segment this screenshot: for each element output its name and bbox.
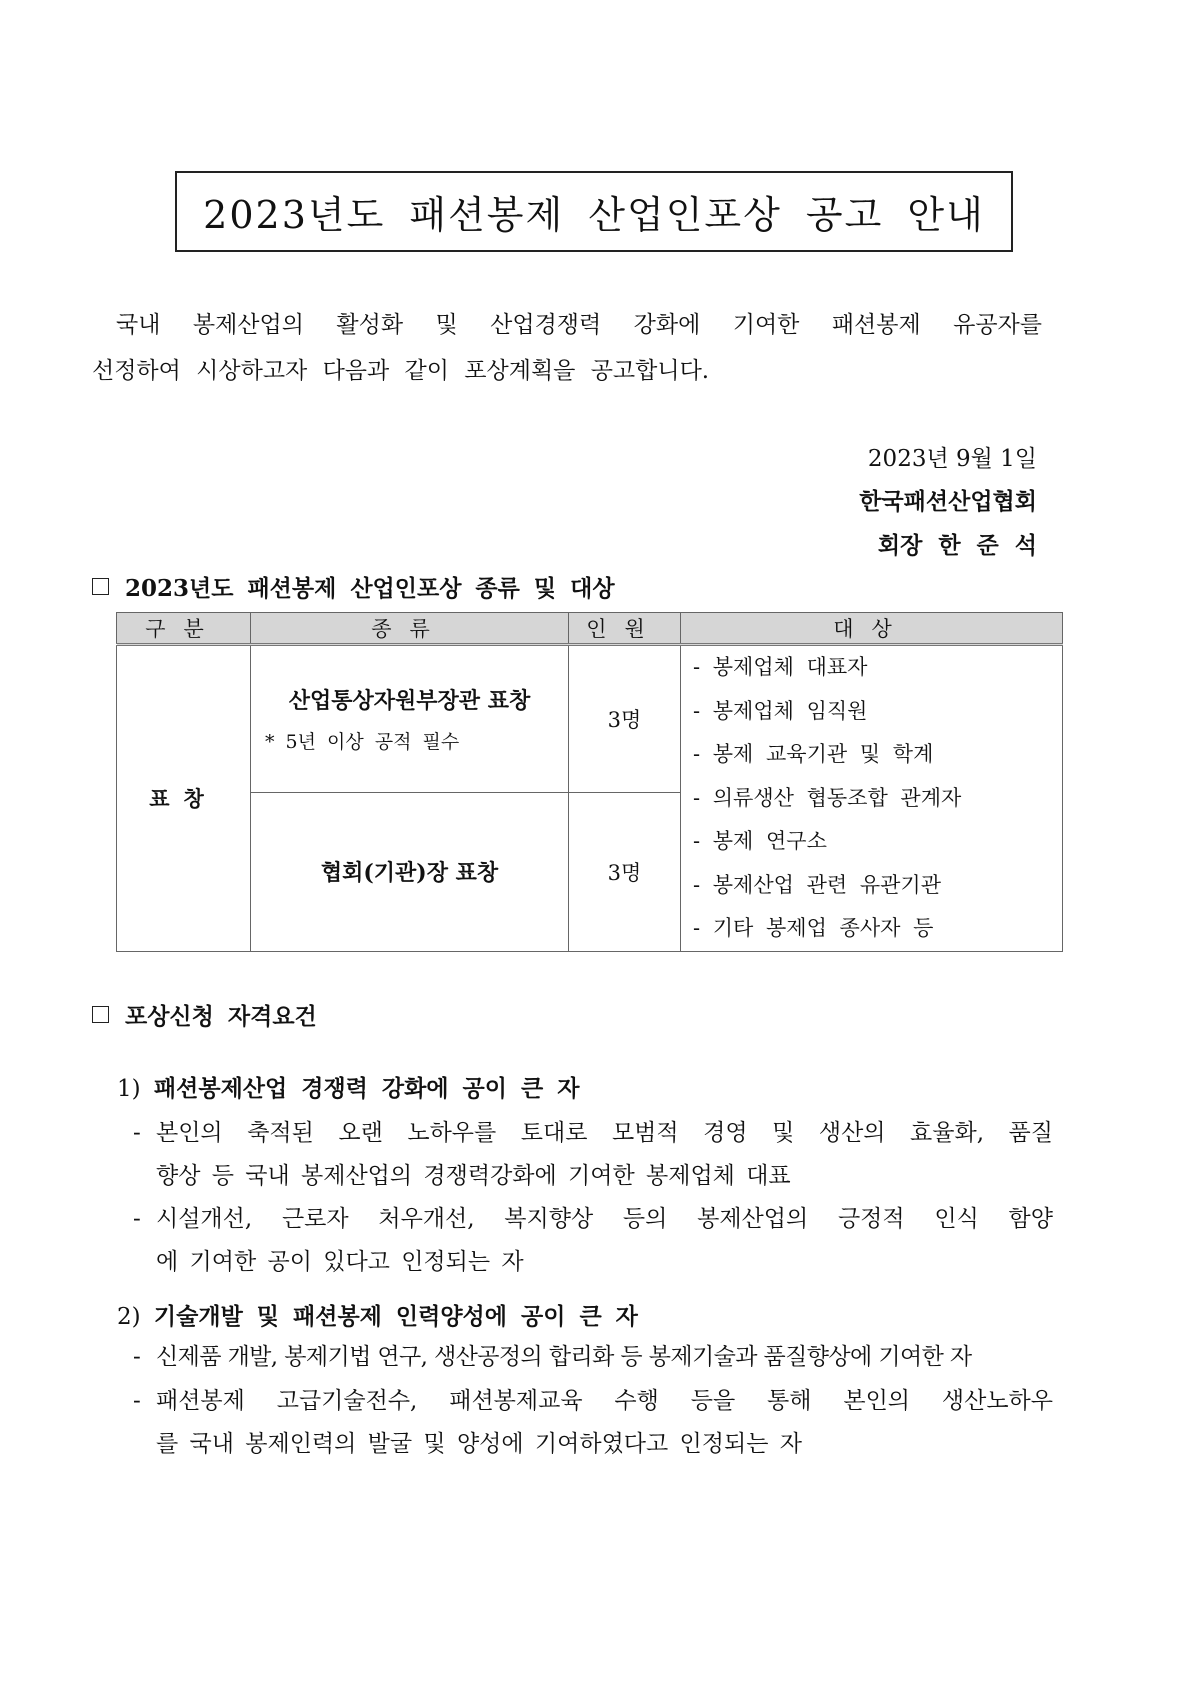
page-title [175,171,1013,252]
section-heading-text: 2023년도 패션봉제 산업인포상 종류 및 대상 [125,575,615,602]
target-item: - 봉제산업 관련 유관기관 [693,872,941,897]
target-item: - 기타 봉제업 종사자 등 [693,916,934,940]
bullet-line: 향상 등 국내 봉제산업의 경쟁력강화에 기여한 봉제업체 대표 [156,1163,791,1189]
bullet-line: 시설개선, 근로자 처우개선, 복지향상 등의 봉제산업의 긍정적 인식 함양 [156,1206,1053,1232]
bullet-line: 패션봉제 고급기술전수, 패션봉제교육 수행 등을 통해 본인의 생산노하우 [156,1388,1053,1414]
table-header-row [117,613,1063,645]
dash-bullet: - [133,1388,141,1414]
intro-paragraph [92,302,1042,394]
requirement-1-heading [117,1070,579,1103]
award-kind-cell [251,793,569,951]
award-name: 산업통상자원부장관 표창 [288,688,531,715]
target-item: - 봉제 연구소 [693,829,827,853]
intro-line-2: 선정하여 시상하고자 다음과 같이 포상계획을 공고합니다. [92,358,710,384]
square-bullet-icon [92,578,109,595]
award-kind-cell [251,645,569,793]
section-heading-requirements [92,998,317,1031]
target-item: - 봉제업체 대표자 [693,655,868,679]
target-item: - 봉제 교육기관 및 학계 [693,742,934,766]
dash-bullet: - [133,1120,141,1146]
target-list-cell [681,645,1063,952]
table-row [117,645,1063,793]
requirement-number: 2) [117,1304,141,1330]
requirement-2-heading [117,1298,638,1331]
announcement-date: 2023년 9월 1일 [867,446,1037,472]
category-cell: 표창 [117,645,251,952]
award-note: * 5년 이상 공적 필수 [265,731,460,754]
organization-name: 한국패션산업협회 [859,488,1037,515]
header-category: 구분 [117,613,251,645]
award-table [116,612,1063,952]
requirement-title: 기술개발 및 패션봉제 인력양성에 공이 큰 자 [153,1303,638,1330]
dash-bullet: - [133,1344,141,1370]
target-item: - 의류생산 협동조합 관계자 [693,785,962,810]
award-count-cell: 3명 [569,645,681,793]
award-count-cell: 3명 [569,793,681,951]
header-count: 인원 [569,613,681,645]
requirement-1-bullet-2 [133,1198,1053,1284]
president-name: 회장 한 준 석 [877,532,1037,559]
square-bullet-icon [92,1006,109,1023]
target-item: - 봉제업체 임직원 [693,698,868,723]
bullet-line: 신제품 개발, 봉제기법 연구, 생산공정의 합리화 등 봉제기술과 품질향상에 기여한 자 [156,1344,972,1370]
header-kind: 종류 [251,613,569,645]
requirement-number: 1) [117,1076,141,1102]
requirement-title: 패션봉제산업 경쟁력 강화에 공이 큰 자 [153,1075,580,1102]
bullet-line: 본인의 축적된 오랜 노하우를 토대로 모범적 경영 및 생산의 효율화, 품질 [156,1120,1053,1146]
bullet-line: 를 국내 봉제인력의 발굴 및 양성에 기여하였다고 인정되는 자 [156,1431,802,1457]
page-title-text: 2023년도 패션봉제 산업인포상 공고 안내 [203,193,985,237]
award-name: 협회(기관)장 표창 [320,860,499,887]
section-heading-text: 포상신청 자격요건 [125,1003,317,1030]
requirement-1-bullet-1 [133,1112,1053,1198]
bullet-line: 에 기여한 공이 있다고 인정되는 자 [156,1249,524,1275]
section-heading-awards [92,570,615,603]
requirement-2-bullet-2 [133,1380,1053,1466]
header-target: 대상 [681,613,1063,645]
intro-line-1: 국내 봉제산업의 활성화 및 산업경쟁력 강화에 기여한 패션봉제 유공자를 [116,312,1042,338]
dash-bullet: - [133,1206,141,1232]
requirement-2-bullet-1 [133,1336,1053,1379]
